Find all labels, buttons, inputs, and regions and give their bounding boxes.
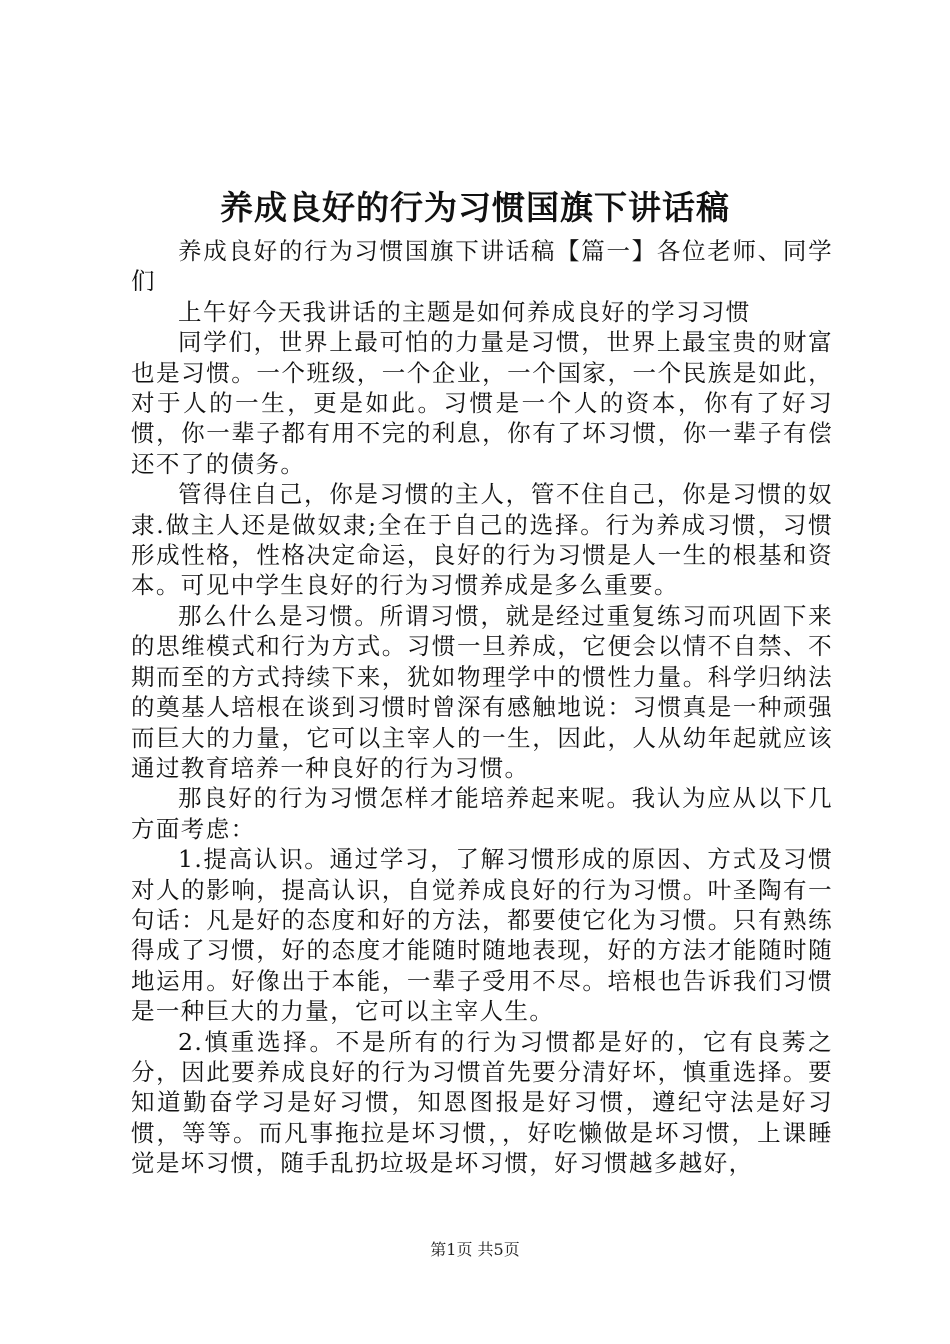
paragraph-point-2: 2.慎重选择。不是所有的行为习惯都是好的，它有良莠之分，因此要养成良好的行为习惯首先要分清好坏，慎重选择。要知道勤奋学习是好习惯，知恩图报是好习惯，遵纪守法是好习惯，等等。而凡事拖拉是坏习惯，，好吃懒做是坏习惯，上课睡觉是坏习惯，随手乱扔垃圾是坏习惯，好习惯越多越好，	[131, 1027, 833, 1178]
paragraph-greeting: 养成良好的行为习惯国旗下讲话稿【篇一】各位老师、同学们	[131, 237, 833, 296]
paragraph-what-is-habit: 那么什么是习惯。所谓习惯，就是经过重复练习而巩固下来的思维模式和行为方式。习惯一旦养成，它便会以情不自禁、不期而至的方式持续下来，犹如物理学中的惯性力量。科学归纳法的奠基人培根在谈到习惯时曾深有感触地说：习惯真是一种顽强而巨大的力量，它可以主宰人的一生，因此，人从幼年起就应该通过教育培养一种良好的行为习惯。	[131, 601, 833, 782]
paragraph-how-to-cultivate: 那良好的行为习惯怎样才能培养起来呢。我认为应从以下几方面考虑：	[131, 784, 833, 843]
page-footer: 第1页 共5页	[430, 1240, 520, 1259]
document-title: 养成良好的行为习惯国旗下讲话稿	[220, 188, 730, 227]
document-body	[131, 236, 833, 1179]
paragraph-topic: 上午好今天我讲话的主题是如何养成良好的学习习惯	[178, 297, 751, 326]
paragraph-point-1: 1.提高认识。通过学习，了解习惯形成的原因、方式及习惯对人的影响，提高认识，自觉养成良好的行为习惯。叶圣陶有一句话：凡是好的态度和好的方法，都要使它化为习惯。只有熟练得成了习惯，好的态度才能随时随地表现，好的方法才能随时随地运用。好像出于本能，一辈子受用不尽。培根也告诉我们习惯是一种巨大的力量，它可以主宰人生。	[131, 845, 833, 1026]
paragraph-self-control: 管得住自己，你是习惯的主人，管不住自己，你是习惯的奴隶.做主人还是做奴隶;全在于自己的选择。行为养成习惯，习惯形成性格，性格决定命运，良好的行为习惯是人一生的根基和资本。可见中学生良好的行为习惯养成是多么重要。	[131, 480, 833, 600]
paragraph-habit-power: 同学们，世界上最可怕的力量是习惯，世界上最宝贵的财富也是习惯。一个班级，一个企业，一个国家，一个民族是如此，对于人的一生，更是如此。习惯是一个人的资本，你有了好习惯，你一辈子都有用不完的利息，你有了坏习惯，你一辈子有偿还不了的债务。	[131, 328, 833, 478]
